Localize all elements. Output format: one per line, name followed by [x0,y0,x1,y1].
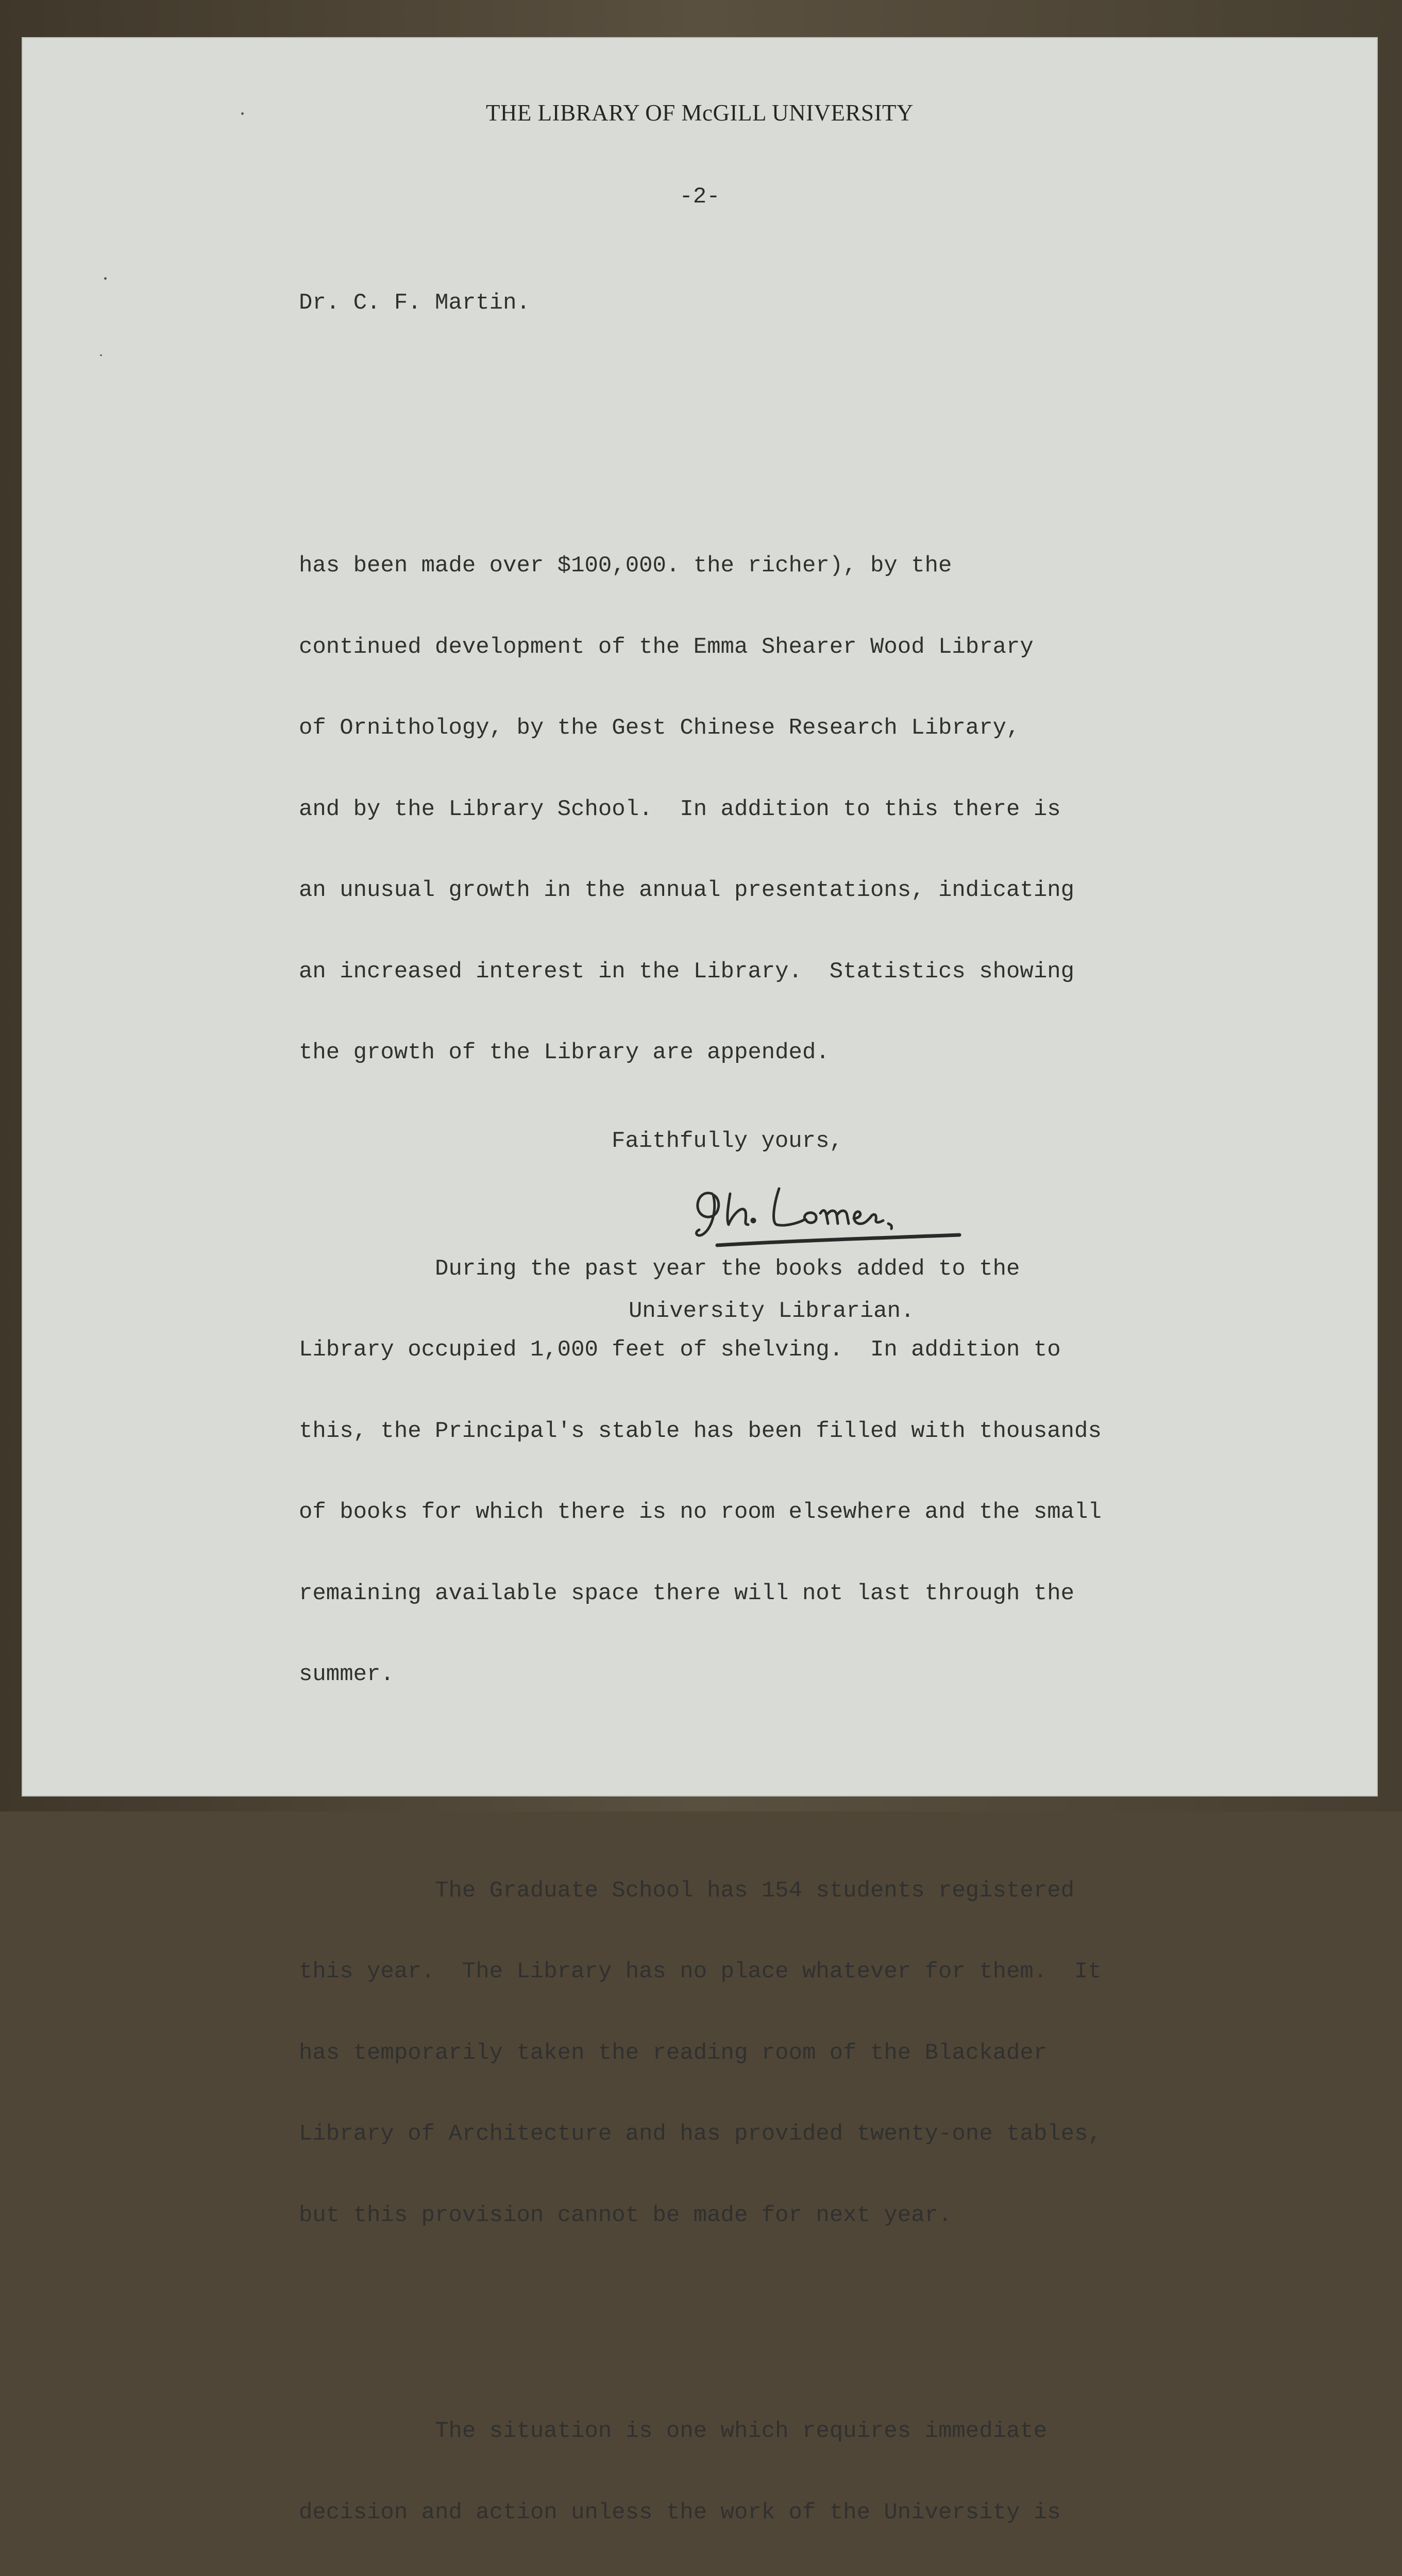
text-line: Library occupied 1,000 feet of shelving. In addition to [299,1337,1061,1363]
paper-speck [100,354,102,356]
letter-body [299,444,1102,2576]
text-line: During the past year the books added to the [299,1256,1020,1282]
paragraph [299,1823,1102,2283]
text-line: remaining available space there will not last through the [299,1580,1075,1606]
paragraph [299,498,1102,1121]
handwritten-signature [681,1173,980,1250]
text-line: The Graduate School has 154 students registered [299,1877,1075,1904]
signatory-title: University Librarian. [629,1298,915,1324]
text-line: continued development of the Emma Shearer Wood Library [299,634,1034,660]
paragraph [299,2364,1102,2576]
paragraph [299,1201,1102,1742]
page-number: -2- [679,184,720,210]
paper-speck [104,277,107,280]
text-line: this year. The Library has no place whatever for them. It [299,1959,1102,1985]
text-line: an increased interest in the Library. Statistics showing [299,958,1075,985]
salutation: Dr. C. F. Martin. [299,290,530,316]
text-line: of books for which there is no room elsewhere and the small [299,1499,1102,1525]
text-line: summer. [299,1662,394,1687]
text-line: the growth of the Library are appended. [299,1040,830,1065]
closing: Faithfully yours, [612,1128,843,1154]
text-line: but this provision cannot be made for next year. [299,2202,952,2228]
text-line: this, the Principal's stable has been filled with thousands [299,1418,1102,1444]
text-line: an unusual growth in the annual presentations, indicating [299,877,1075,903]
text-line: of Ornithology, by the Gest Chinese Research Library, [299,715,1020,741]
text-line: Library of Architecture and has provided twenty-one tables, [299,2121,1102,2147]
letterhead: THE LIBRARY OF McGILL UNIVERSITY [485,100,914,126]
text-line: and by the Library School. In addition to this there is [299,796,1061,822]
text-line: has temporarily taken the reading room of the Blackader [299,2040,1048,2066]
text-line: The situation is one which requires immediate [299,2418,1048,2444]
text-line: has been made over $100,000. the richer), by the [299,553,952,579]
text-line: decision and action unless the work of the University is [299,2499,1061,2526]
letter-page [22,37,1378,2526]
